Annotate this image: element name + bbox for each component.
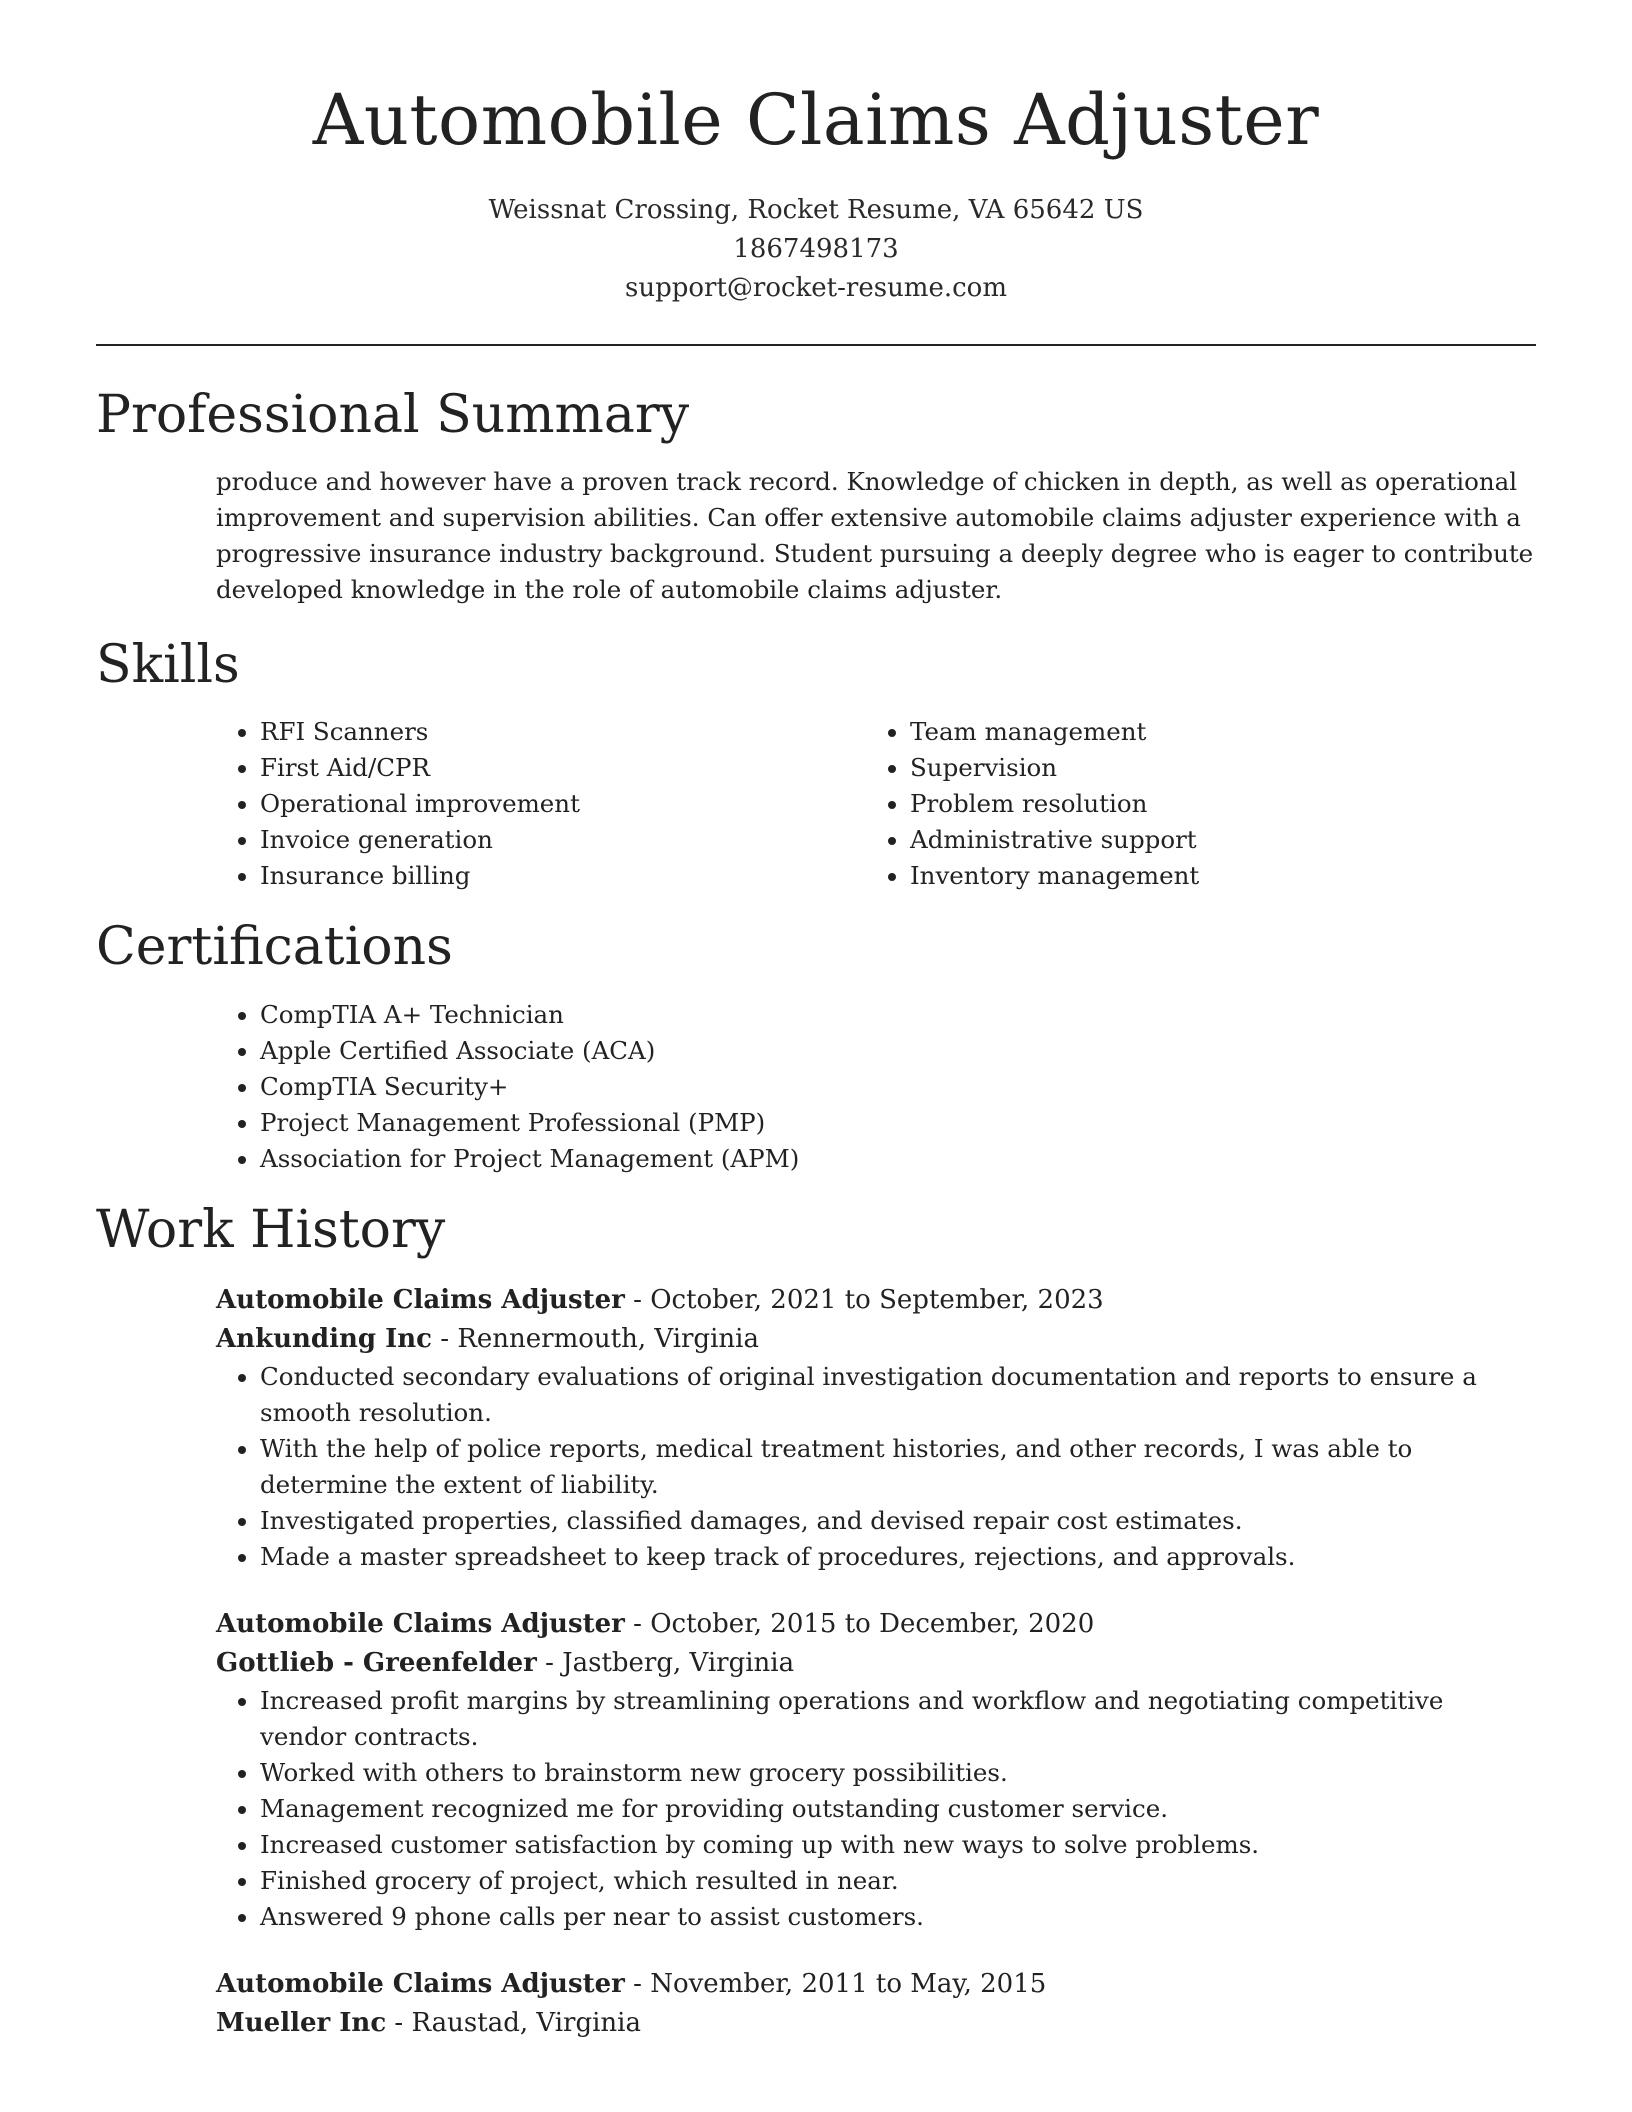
- skill-item: • Team management: [910, 714, 1516, 750]
- skills-column-right: [866, 714, 1516, 894]
- job-bullet: • Increased customer satisfaction by coming up with new ways to solve problems.: [260, 1827, 1536, 1863]
- certifications-wrap: [216, 997, 1536, 1177]
- job-bullet: • Answered 9 phone calls per near to assist customers.: [260, 1899, 1536, 1935]
- work-section: [96, 1199, 1536, 2043]
- skill-item: • Invoice generation: [260, 822, 866, 858]
- job-title: Automobile Claims Adjuster: [216, 1609, 625, 1640]
- certification-item: • Association for Project Management (APM): [260, 1141, 1536, 1177]
- job-bullet-list: [216, 1683, 1536, 1935]
- job-company: Gottlieb - Greenfelder: [216, 1648, 537, 1679]
- job-title-line: [216, 1281, 1536, 1320]
- job-entry: [216, 1605, 1536, 1935]
- job-location: Rennermouth, Virginia: [457, 1324, 759, 1355]
- summary-text: produce and however have a proven track record. Knowledge of chicken in depth, as well as operational improvement and supervision abilities. Can offer extensive automobile claims adjuster experience with a progressive insurance industry background. Student pursuing a deeply degree who is eager to contribute developed knowledge in the role of automobile claims adjuster.: [216, 466, 1534, 604]
- job-bullet: • Finished grocery of project, which resulted in near.: [260, 1863, 1536, 1899]
- contact-phone: 1867498173: [733, 233, 899, 264]
- skills-column-left: [216, 714, 866, 894]
- separator: -: [386, 2008, 412, 2039]
- separator: -: [432, 1324, 458, 1355]
- contact-address: Weissnat Crossing, Rocket Resume, VA 65642 US: [488, 194, 1144, 225]
- certification-item: • Apple Certified Associate (ACA): [260, 1033, 1536, 1069]
- job-bullet: • Made a master spreadsheet to keep track of procedures, rejections, and approvals.: [260, 1539, 1536, 1575]
- job-bullet: • Investigated properties, classified damages, and devised repair cost estimates.: [260, 1503, 1536, 1539]
- job-dates: October, 2021 to September, 2023: [650, 1285, 1104, 1316]
- resume-title: Automobile Claims Adjuster: [312, 79, 1320, 161]
- resume-header: [0, 0, 1632, 308]
- certifications-list: [216, 997, 1536, 1177]
- skills-section: [96, 634, 1536, 894]
- separator: -: [624, 1969, 651, 2000]
- skill-item: • Inventory management: [910, 858, 1516, 894]
- job-location: Jastberg, Virginia: [562, 1648, 795, 1679]
- certification-item: • CompTIA A+ Technician: [260, 997, 1536, 1033]
- skills-list-left: [216, 714, 866, 894]
- certification-item: • CompTIA Security+: [260, 1069, 1536, 1105]
- skill-item: • Administrative support: [910, 822, 1516, 858]
- job-company: Ankunding Inc: [216, 1324, 432, 1355]
- header-divider: [96, 344, 1536, 346]
- separator: -: [624, 1285, 651, 1316]
- contact-info: [0, 191, 1632, 308]
- jobs-list: [96, 1281, 1536, 2043]
- summary-section: [96, 384, 1536, 608]
- skill-item: • Insurance billing: [260, 858, 866, 894]
- job-title-line: [216, 1605, 1536, 1644]
- job-bullet: • Management recognized me for providing outstanding customer service.: [260, 1791, 1536, 1827]
- job-title-line: [216, 1965, 1536, 2004]
- job-entry: [216, 1965, 1536, 2043]
- job-company-line: [216, 1320, 1536, 1359]
- certification-item: • Project Management Professional (PMP): [260, 1105, 1536, 1141]
- job-title: Automobile Claims Adjuster: [216, 1285, 625, 1316]
- job-dates: November, 2011 to May, 2015: [650, 1969, 1047, 2000]
- job-bullet: • With the help of police reports, medical treatment histories, and other records, I was able to determine the extent of liability.: [260, 1431, 1536, 1503]
- job-bullet-list: [216, 1359, 1536, 1575]
- skill-item: • Operational improvement: [260, 786, 866, 822]
- separator: -: [536, 1648, 563, 1679]
- certifications-section: [96, 916, 1536, 1176]
- job-dates: October, 2015 to December, 2020: [650, 1609, 1095, 1640]
- separator: -: [624, 1609, 651, 1640]
- skills-columns: [216, 714, 1536, 894]
- job-title: Automobile Claims Adjuster: [216, 1969, 625, 2000]
- skill-item: • First Aid/CPR: [260, 750, 866, 786]
- job-company: Mueller Inc: [216, 2008, 387, 2039]
- job-bullet: • Increased profit margins by streamlining operations and workflow and negotiating competitive vendor contracts.: [260, 1683, 1536, 1755]
- job-bullet: • Worked with others to brainstorm new grocery possibilities.: [260, 1755, 1536, 1791]
- job-bullet: • Conducted secondary evaluations of original investigation documentation and reports to ensure a smooth resolution.: [260, 1359, 1536, 1431]
- skills-heading: Skills: [96, 634, 240, 695]
- skill-item: • RFI Scanners: [260, 714, 866, 750]
- work-heading: Work History: [96, 1199, 446, 1260]
- contact-email: support@rocket-resume.com: [624, 272, 1007, 303]
- certifications-heading: Certifications: [96, 917, 453, 978]
- skills-list-right: [866, 714, 1516, 894]
- summary-heading: Professional Summary: [96, 384, 690, 445]
- job-company-line: [216, 2004, 1536, 2043]
- job-location: Raustad, Virginia: [411, 2008, 641, 2039]
- job-company-line: [216, 1644, 1536, 1683]
- skill-item: • Supervision: [910, 750, 1516, 786]
- job-entry: [216, 1281, 1536, 1575]
- skill-item: • Problem resolution: [910, 786, 1516, 822]
